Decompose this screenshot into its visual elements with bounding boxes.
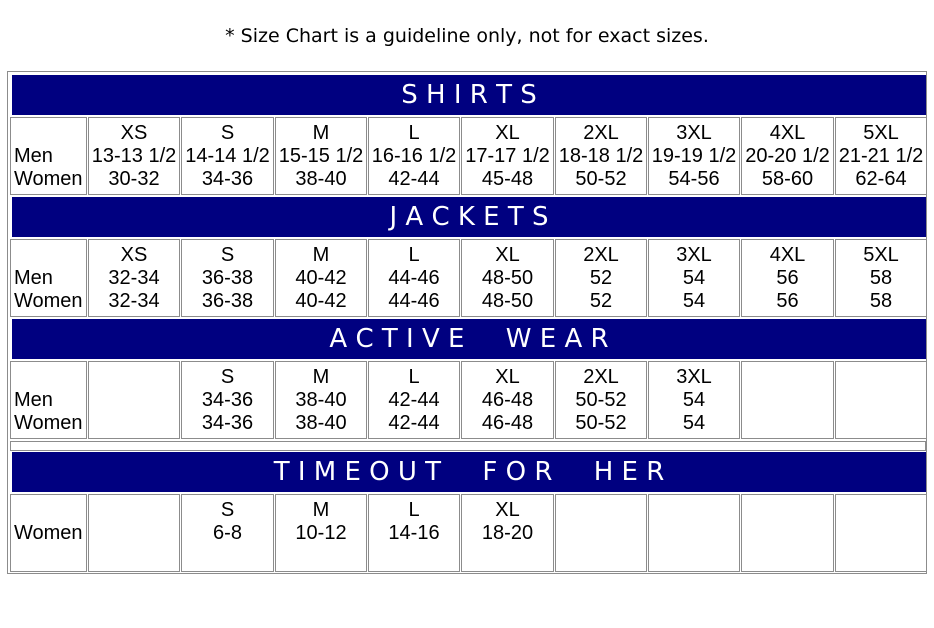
- size-label: [836, 366, 926, 389]
- size-range: 54: [682, 389, 706, 411]
- size-range: 14-16: [388, 522, 440, 544]
- size-cell: [648, 117, 740, 195]
- size-range: 52: [589, 290, 613, 312]
- section-divider: [10, 441, 926, 451]
- size-range: [742, 412, 833, 435]
- size-label: S: [220, 366, 235, 388]
- size-range: 38-40: [295, 412, 347, 434]
- size-range: 50-52: [575, 412, 627, 434]
- size-cell: [835, 494, 927, 572]
- row-label: [14, 122, 86, 145]
- row-label: Men: [14, 267, 53, 289]
- size-range: 34-36: [201, 168, 254, 190]
- size-label: XL: [495, 366, 520, 388]
- size-range: 54-56: [668, 168, 720, 190]
- size-range: 42-44: [388, 412, 440, 434]
- size-cell: [181, 494, 274, 572]
- size-cell: [368, 361, 460, 439]
- size-label: L: [408, 122, 420, 144]
- size-range: 32-34: [108, 290, 160, 312]
- size-cell: [88, 494, 180, 572]
- size-range: 21-21 1/2: [838, 145, 924, 167]
- size-range: [89, 389, 179, 412]
- row-label: Women: [14, 522, 83, 544]
- size-label: S: [220, 499, 235, 521]
- size-cell: [741, 494, 834, 572]
- size-range: 48-50: [481, 290, 534, 312]
- size-range: [836, 389, 926, 412]
- size-range: 48-50: [481, 267, 534, 289]
- size-cell: [461, 494, 554, 572]
- size-label: [649, 499, 739, 522]
- section-banner-active-wear: A C T I V E W E A R: [12, 319, 926, 359]
- size-range: 17-17 1/2: [465, 145, 550, 167]
- size-cell: [368, 117, 460, 195]
- size-range: 46-48: [481, 412, 534, 434]
- size-cell: [181, 361, 274, 439]
- size-range: 20-20 1/2: [745, 145, 830, 167]
- size-range: 45-48: [481, 168, 534, 190]
- size-cell: [461, 117, 554, 195]
- size-cell: [88, 117, 180, 195]
- section-banner-timeout-for-her: T I M E O U T F O R H E R: [12, 452, 926, 492]
- size-label: M: [312, 366, 330, 388]
- size-cell: [181, 117, 274, 195]
- size-cell: [368, 239, 460, 317]
- size-cell: [275, 361, 367, 439]
- size-range: 44-46: [388, 267, 440, 289]
- row-label: Men: [14, 145, 53, 167]
- size-range: 36-38: [201, 267, 254, 289]
- size-range: 18-20: [481, 522, 534, 544]
- size-cell: [461, 239, 554, 317]
- size-label: S: [220, 244, 235, 266]
- size-range: 54: [682, 267, 706, 289]
- size-range: 56: [776, 290, 799, 312]
- size-range: 10-12: [295, 522, 347, 544]
- size-cell: [648, 361, 740, 439]
- size-label: [742, 499, 833, 522]
- size-range: 54: [682, 412, 706, 434]
- size-range: 50-52: [575, 168, 627, 190]
- section-banner-jackets: J A C K E T S: [12, 197, 926, 237]
- size-range: 44-46: [388, 290, 440, 312]
- size-label: L: [408, 499, 420, 521]
- size-range: 34-36: [201, 389, 254, 411]
- size-range: 50-52: [575, 389, 627, 411]
- size-cell: [88, 361, 180, 439]
- size-range: [742, 389, 833, 412]
- size-range: 54: [682, 290, 706, 312]
- size-range: 13-13 1/2: [91, 145, 177, 167]
- size-range: 42-44: [388, 168, 440, 190]
- size-label: 5XL: [863, 244, 899, 266]
- row-label: [14, 244, 86, 267]
- size-label: [742, 366, 833, 389]
- size-range: 62-64: [855, 168, 907, 190]
- size-range: 52: [589, 267, 613, 289]
- size-cell: [461, 361, 554, 439]
- size-range: 19-19 1/2: [651, 145, 737, 167]
- size-label: L: [408, 244, 420, 266]
- row-label: Men: [14, 389, 53, 411]
- row-label-cell: [10, 361, 87, 439]
- size-cell: [835, 361, 927, 439]
- size-label: [836, 499, 926, 522]
- size-label: [556, 499, 646, 522]
- size-cell: [275, 494, 367, 572]
- size-label: L: [408, 366, 420, 388]
- size-chart-note: * Size Chart is a guideline only, not for exact sizes.: [225, 25, 709, 47]
- row-label-cell: [10, 494, 87, 572]
- size-cell: [88, 239, 180, 317]
- size-range: 40-42: [295, 290, 347, 312]
- size-label: 3XL: [676, 244, 712, 266]
- size-label: 3XL: [676, 122, 712, 144]
- size-label: S: [220, 122, 235, 144]
- size-range: 6-8: [213, 522, 242, 544]
- size-range: 36-38: [201, 290, 254, 312]
- size-range: 32-34: [108, 267, 160, 289]
- size-cell: [648, 239, 740, 317]
- size-cell: [741, 239, 834, 317]
- size-label: XL: [495, 499, 520, 521]
- size-label: 4XL: [769, 122, 806, 144]
- size-label: [89, 366, 179, 389]
- size-label: XL: [495, 244, 520, 266]
- size-label: [89, 499, 179, 522]
- size-label: M: [312, 499, 330, 521]
- size-range: 58: [869, 290, 893, 312]
- row-label: Women: [14, 168, 83, 190]
- size-range: 30-32: [108, 168, 160, 190]
- size-label: M: [312, 122, 330, 144]
- size-label: M: [312, 244, 330, 266]
- size-label: 2XL: [583, 122, 619, 144]
- size-label: 4XL: [769, 244, 806, 266]
- size-cell: [741, 361, 834, 439]
- size-cell: [275, 239, 367, 317]
- row-label: [14, 366, 86, 389]
- size-range: 58: [869, 267, 893, 289]
- size-cell: [741, 117, 834, 195]
- size-label: XL: [495, 122, 520, 144]
- size-label: XS: [120, 244, 148, 266]
- size-range: 42-44: [388, 389, 440, 411]
- size-label: XS: [120, 122, 148, 144]
- section-banner-shirts: S H I R T S: [12, 75, 926, 115]
- size-cell: [648, 494, 740, 572]
- size-range: 56: [776, 267, 799, 289]
- size-range: 38-40: [295, 168, 347, 190]
- size-cell: [555, 117, 647, 195]
- size-label: 3XL: [676, 366, 712, 388]
- size-range: 38-40: [295, 389, 347, 411]
- size-cell: [555, 239, 647, 317]
- row-label-cell: [10, 239, 87, 317]
- size-label: 2XL: [583, 366, 619, 388]
- size-range: 16-16 1/2: [371, 145, 457, 167]
- size-range: 58-60: [761, 168, 814, 190]
- size-label: 2XL: [583, 244, 619, 266]
- size-range: 18-18 1/2: [558, 145, 644, 167]
- size-cell: [555, 494, 647, 572]
- size-cell: [835, 117, 927, 195]
- row-label-cell: [10, 117, 87, 195]
- size-range: 15-15 1/2: [278, 145, 364, 167]
- size-range: 46-48: [481, 389, 534, 411]
- size-range: 40-42: [295, 267, 347, 289]
- size-range: [836, 412, 926, 435]
- size-cell: [275, 117, 367, 195]
- size-label: 5XL: [863, 122, 899, 144]
- size-cell: [368, 494, 460, 572]
- size-range: [89, 412, 179, 435]
- size-cell: [835, 239, 927, 317]
- size-range: 34-36: [201, 412, 254, 434]
- size-range: 14-14 1/2: [185, 145, 270, 167]
- size-cell: [181, 239, 274, 317]
- row-label: Women: [14, 290, 83, 312]
- row-label: Women: [14, 412, 83, 434]
- size-cell: [555, 361, 647, 439]
